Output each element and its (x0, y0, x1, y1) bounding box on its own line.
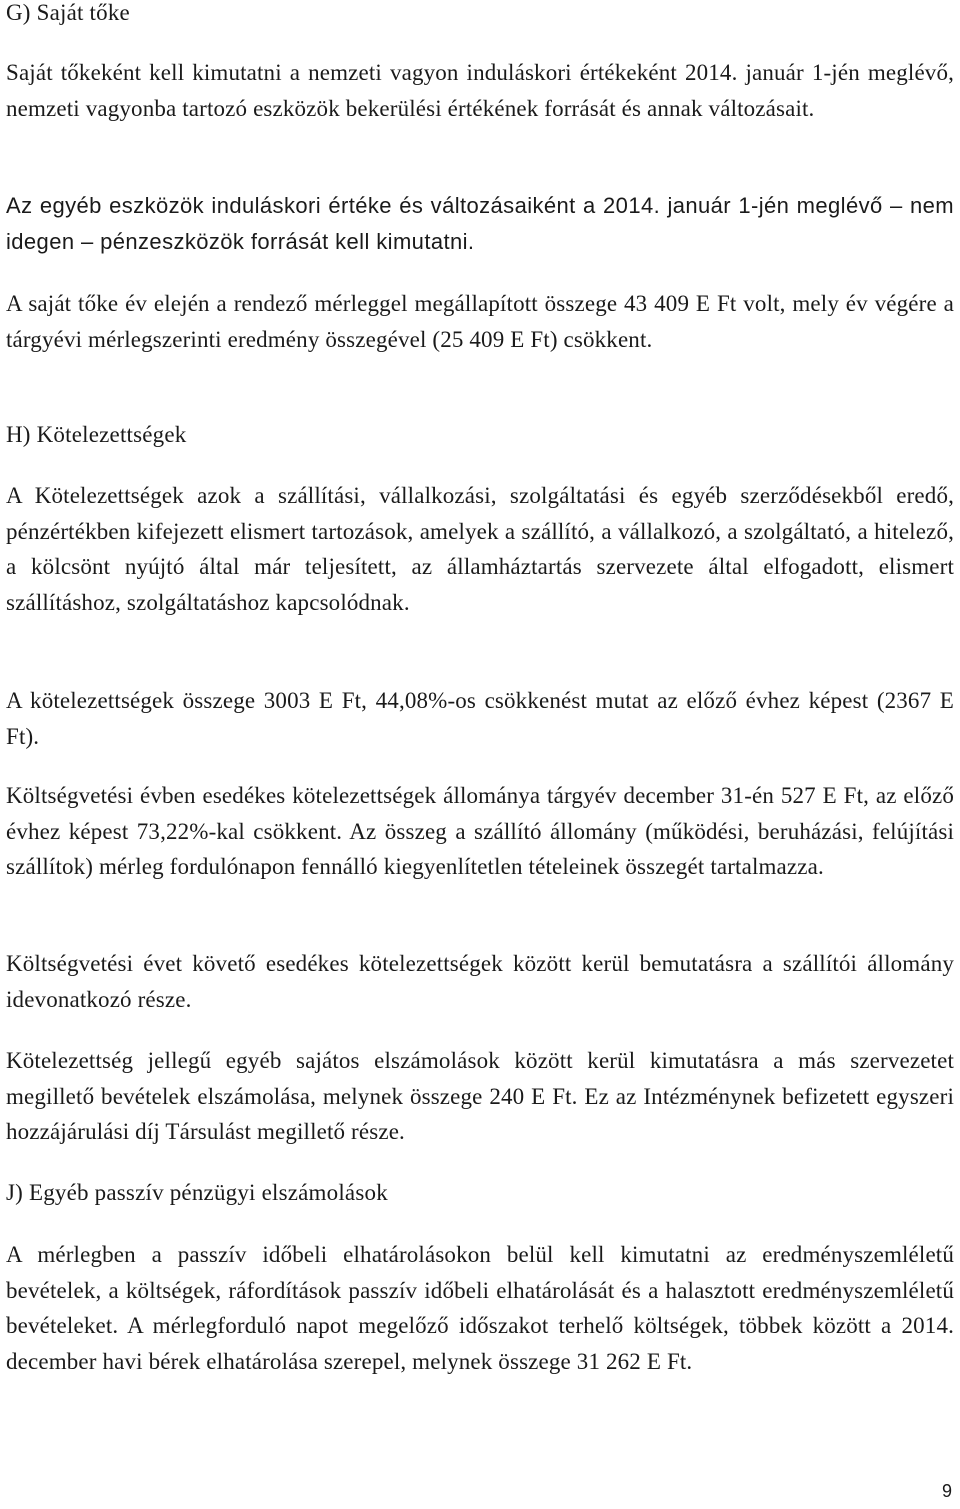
section-h-paragraph-3: Költségvetési évben esedékes kötelezettségek állománya tárgyév december 31-én 527 E Ft, az előző évhez képest 73,22%-kal csökkent. Az összeg a szállító állomány (működési, beruházási, felújítási szállítok) mérleg fordulónapon fennálló kiegyenlítetlen tételeinek összegét tartalmazza. (6, 783, 954, 879)
section-g-heading: G) Saját tőke (6, 0, 130, 25)
section-h-paragraph-1: A Kötelezettségek azok a szállítási, vállalkozási, szolgáltatási és egyéb szerződésekből eredő, pénzértékben kifejezett elismert tartozások, amelyek a szállító, a vállalkozó, a szolgáltató, a hitelező, a kölcsönt nyújtó által már teljesített, az államháztartás szervezete által elfogadott, elismert szállításhoz, szolgáltatáshoz kapcsolódnak. (6, 483, 954, 615)
page-number: 9 (941, 1481, 952, 1501)
section-h-paragraph-2: A kötelezettségek összege 3003 E Ft, 44,08%-os csökkenést mutat az előző évhez képest (2367 E Ft). (6, 688, 954, 749)
section-g-paragraph-2: Az egyéb eszközök induláskori értéke és változásaiként a 2014. január 1-jén meglévő – nem idegen – pénzeszközök forrását kell kimutatni. (6, 193, 954, 254)
section-g-paragraph-3: A saját tőke év elején a rendező mérleggel megállapított összege 43 409 E Ft volt, mely év végére a tárgyévi mérlegszerinti eredmény összegével (25 409 E Ft) csökkent. (6, 291, 954, 352)
section-g-paragraph-1: Saját tőkeként kell kimutatni a nemzeti vagyon induláskori értékeként 2014. január 1-jén meglévő, nemzeti vagyonba tartozó eszközök bekerülési értékének forrását és annak változásait. (6, 60, 954, 121)
section-h-heading: H) Kötelezettségek (6, 422, 187, 447)
section-h-paragraph-4: Költségvetési évet követő esedékes kötelezettségek között kerül bemutatásra a szállítói állomány idevonatkozó része. (6, 951, 954, 1012)
section-h-paragraph-5: Kötelezettség jellegű egyéb sajátos elszámolások között kerül kimutatásra a más szervezetet megillető bevételek elszámolása, melynek összege 240 E Ft. Ez az Intézménynek befizetett egyszeri hozzájárulási díj Társulást megillető része. (6, 1048, 954, 1144)
section-j-paragraph-1: A mérlegben a passzív időbeli elhatárolásokon belül kell kimutatni az eredményszemléletű bevételek, a költségek, ráfordítások passzív időbeli elhatárolását és a halasztott eredményszemléletű bevételeket. A mérlegforduló napot megelőző időszakot terhelő költségek, többek között a 2014. december havi bérek elhatárolása szerepel, melynek összege 31 262 E Ft. (6, 1242, 954, 1374)
section-j-heading: J) Egyéb passzív pénzügyi elszámolások (6, 1180, 388, 1205)
